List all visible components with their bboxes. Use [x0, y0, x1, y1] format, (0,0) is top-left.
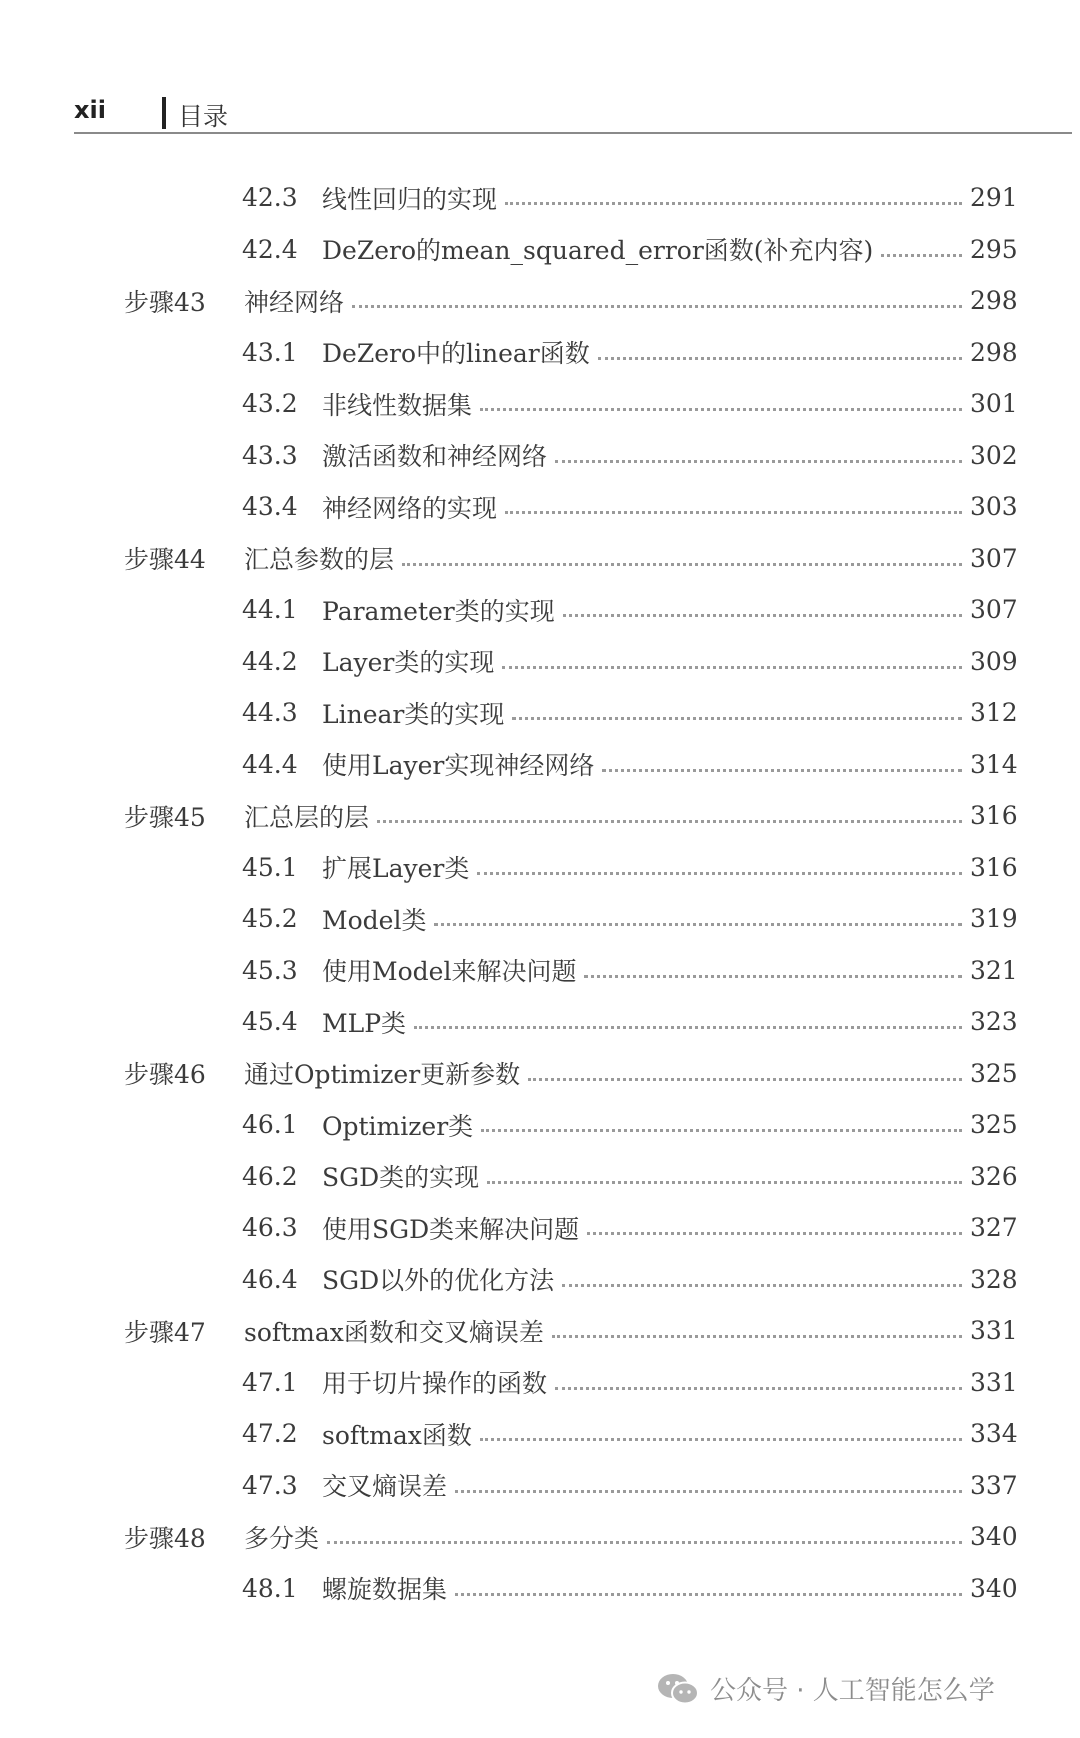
section-number: 47.1 — [242, 1367, 298, 1397]
dot-leader — [502, 666, 962, 669]
dot-leader — [477, 872, 962, 875]
section-number: 45.1 — [242, 852, 298, 882]
page-reference: 298 — [970, 286, 1018, 316]
page-reference: 331 — [970, 1367, 1018, 1397]
toc-section-entry[interactable] — [0, 584, 1080, 636]
section-title: Parameter类的实现 — [322, 596, 555, 626]
section-title: Model类 — [322, 905, 427, 935]
page-reference: 312 — [970, 698, 1018, 728]
page-reference: 316 — [970, 852, 1018, 882]
chapter-number: 步骤47 — [124, 1317, 206, 1347]
section-number: 42.3 — [242, 183, 298, 213]
page-reference: 309 — [970, 646, 1018, 676]
section-number: 47.3 — [242, 1470, 298, 1500]
dot-leader — [434, 923, 962, 926]
chapter-title: 汇总层的层 — [244, 802, 370, 832]
dot-leader — [584, 975, 962, 978]
toc-chapter-entry[interactable] — [0, 533, 1080, 585]
section-title: 使用Layer实现神经网络 — [322, 751, 595, 781]
section-title: 神经网络的实现 — [322, 493, 498, 523]
dot-leader — [587, 1232, 962, 1235]
page-reference: 340 — [970, 1522, 1018, 1552]
dot-leader — [552, 1335, 962, 1338]
page-reference: 334 — [970, 1419, 1018, 1449]
dot-leader — [528, 1078, 962, 1081]
section-number: 47.2 — [242, 1419, 298, 1449]
section-number: 46.4 — [242, 1264, 298, 1294]
chapter-title: 通过Optimizer更新参数 — [244, 1060, 521, 1090]
toc-section-entry[interactable] — [0, 842, 1080, 894]
toc-section-entry[interactable] — [0, 327, 1080, 379]
section-number: 42.4 — [242, 234, 298, 264]
section-title: 非线性数据集 — [322, 390, 473, 420]
section-number: 44.4 — [242, 749, 298, 779]
watermark — [656, 1670, 995, 1707]
toc-section-entry[interactable] — [0, 481, 1080, 533]
toc-section-entry[interactable] — [0, 172, 1080, 224]
dot-leader — [480, 408, 962, 411]
page-reference: 303 — [970, 492, 1018, 522]
section-number: 45.3 — [242, 955, 298, 985]
toc-section-entry[interactable] — [0, 893, 1080, 945]
section-number: 48.1 — [242, 1573, 298, 1603]
page-reference: 321 — [970, 955, 1018, 985]
section-title: 使用SGD类来解决问题 — [322, 1214, 580, 1244]
section-title: Optimizer类 — [322, 1111, 474, 1141]
chapter-number: 步骤48 — [124, 1523, 206, 1553]
toc-section-entry[interactable] — [0, 1099, 1080, 1151]
section-number: 43.3 — [242, 440, 298, 470]
section-number: 44.3 — [242, 698, 298, 728]
toc-section-entry[interactable] — [0, 1151, 1080, 1203]
dot-leader — [512, 717, 962, 720]
dot-leader — [562, 1284, 962, 1287]
dot-leader — [598, 357, 962, 360]
section-title: Layer类的实现 — [322, 648, 495, 678]
page-reference: 331 — [970, 1316, 1018, 1346]
section-title: Linear类的实现 — [322, 699, 505, 729]
dot-leader — [487, 1181, 962, 1184]
section-title: 激活函数和神经网络 — [322, 442, 548, 472]
page-reference: 291 — [970, 183, 1018, 213]
toc-section-entry[interactable] — [0, 224, 1080, 276]
dot-leader — [414, 1026, 962, 1029]
dot-leader — [555, 1387, 962, 1390]
running-head-title: 目录 — [178, 102, 229, 131]
toc-section-entry[interactable] — [0, 1460, 1080, 1512]
toc-section-entry[interactable] — [0, 739, 1080, 791]
chapter-number: 步骤46 — [124, 1060, 206, 1090]
dot-leader — [455, 1490, 962, 1493]
page-reference: 340 — [970, 1573, 1018, 1603]
dot-leader — [455, 1593, 962, 1596]
section-number: 44.1 — [242, 595, 298, 625]
section-number: 45.4 — [242, 1007, 298, 1037]
table-of-contents — [0, 172, 1080, 1614]
section-title: 线性回归的实现 — [322, 184, 498, 214]
toc-chapter-entry[interactable] — [0, 275, 1080, 327]
toc-section-entry[interactable] — [0, 1202, 1080, 1254]
dot-leader — [327, 1541, 962, 1544]
toc-section-entry[interactable] — [0, 687, 1080, 739]
section-number: 43.4 — [242, 492, 298, 522]
page-reference: 337 — [970, 1470, 1018, 1500]
section-number: 43.1 — [242, 337, 298, 367]
toc-chapter-entry[interactable] — [0, 1305, 1080, 1357]
page-reference: 328 — [970, 1264, 1018, 1294]
toc-chapter-entry[interactable] — [0, 1511, 1080, 1563]
section-title: SGD以外的优化方法 — [322, 1266, 555, 1296]
dot-leader — [480, 1438, 962, 1441]
page-reference: 302 — [970, 440, 1018, 470]
section-title: DeZero的mean_squared_error函数(补充内容) — [322, 236, 874, 266]
dot-leader — [881, 254, 962, 257]
dot-leader — [563, 614, 962, 617]
chapter-number: 步骤45 — [124, 802, 206, 832]
dot-leader — [505, 511, 962, 514]
page-reference: 325 — [970, 1110, 1018, 1140]
chapter-number: 步骤44 — [124, 545, 206, 575]
dot-leader — [377, 820, 962, 823]
chapter-title: 汇总参数的层 — [244, 545, 395, 575]
toc-section-entry[interactable] — [0, 1563, 1080, 1615]
toc-section-entry[interactable] — [0, 636, 1080, 688]
page-reference: 301 — [970, 389, 1018, 419]
page-reference: 326 — [970, 1161, 1018, 1191]
toc-section-entry[interactable] — [0, 996, 1080, 1048]
toc-chapter-entry[interactable] — [0, 790, 1080, 842]
section-number: 43.2 — [242, 389, 298, 419]
chapter-title: 多分类 — [244, 1523, 320, 1553]
page-reference: 298 — [970, 337, 1018, 367]
section-number: 46.1 — [242, 1110, 298, 1140]
page-reference: 316 — [970, 801, 1018, 831]
toc-section-entry[interactable] — [0, 945, 1080, 997]
page-number: xii — [74, 96, 106, 124]
section-number: 46.2 — [242, 1161, 298, 1191]
toc-section-entry[interactable] — [0, 430, 1080, 482]
section-title: 交叉熵误差 — [322, 1472, 448, 1502]
watermark-text: 公众号 · 人工智能怎么学 — [710, 1676, 995, 1706]
page-reference: 327 — [970, 1213, 1018, 1243]
toc-section-entry[interactable] — [0, 1254, 1080, 1306]
section-title: 扩展Layer类 — [322, 854, 470, 884]
dot-leader — [481, 1129, 962, 1132]
section-number: 45.2 — [242, 904, 298, 934]
section-title: 螺旋数据集 — [322, 1575, 448, 1605]
section-number: 44.2 — [242, 646, 298, 676]
toc-section-entry[interactable] — [0, 1408, 1080, 1460]
page-reference: 295 — [970, 234, 1018, 264]
page-reference: 319 — [970, 904, 1018, 934]
page-reference: 307 — [970, 595, 1018, 625]
dot-leader — [352, 305, 962, 308]
section-title: 用于切片操作的函数 — [322, 1369, 548, 1399]
toc-chapter-entry[interactable] — [0, 1048, 1080, 1100]
dot-leader — [602, 769, 962, 772]
dot-leader — [505, 202, 962, 205]
chapter-title: 神经网络 — [244, 287, 345, 317]
section-number: 46.3 — [242, 1213, 298, 1243]
page-reference: 323 — [970, 1007, 1018, 1037]
toc-section-entry[interactable] — [0, 1357, 1080, 1409]
page-reference: 314 — [970, 749, 1018, 779]
section-title: 使用Model来解决问题 — [322, 957, 577, 987]
chapter-title: softmax函数和交叉熵误差 — [244, 1317, 544, 1347]
chapter-number: 步骤43 — [124, 287, 206, 317]
page-header — [0, 0, 1080, 140]
page-reference: 307 — [970, 543, 1018, 573]
section-title: SGD类的实现 — [322, 1163, 480, 1193]
header-divider-bar — [162, 97, 166, 129]
header-rule — [74, 132, 1072, 134]
section-title: DeZero中的linear函数 — [322, 339, 590, 369]
section-title: softmax函数 — [322, 1420, 472, 1450]
dot-leader — [555, 460, 962, 463]
dot-leader — [402, 563, 962, 566]
wechat-icon — [656, 1671, 700, 1707]
toc-section-entry[interactable] — [0, 378, 1080, 430]
section-title: MLP类 — [322, 1008, 407, 1038]
page-reference: 325 — [970, 1058, 1018, 1088]
